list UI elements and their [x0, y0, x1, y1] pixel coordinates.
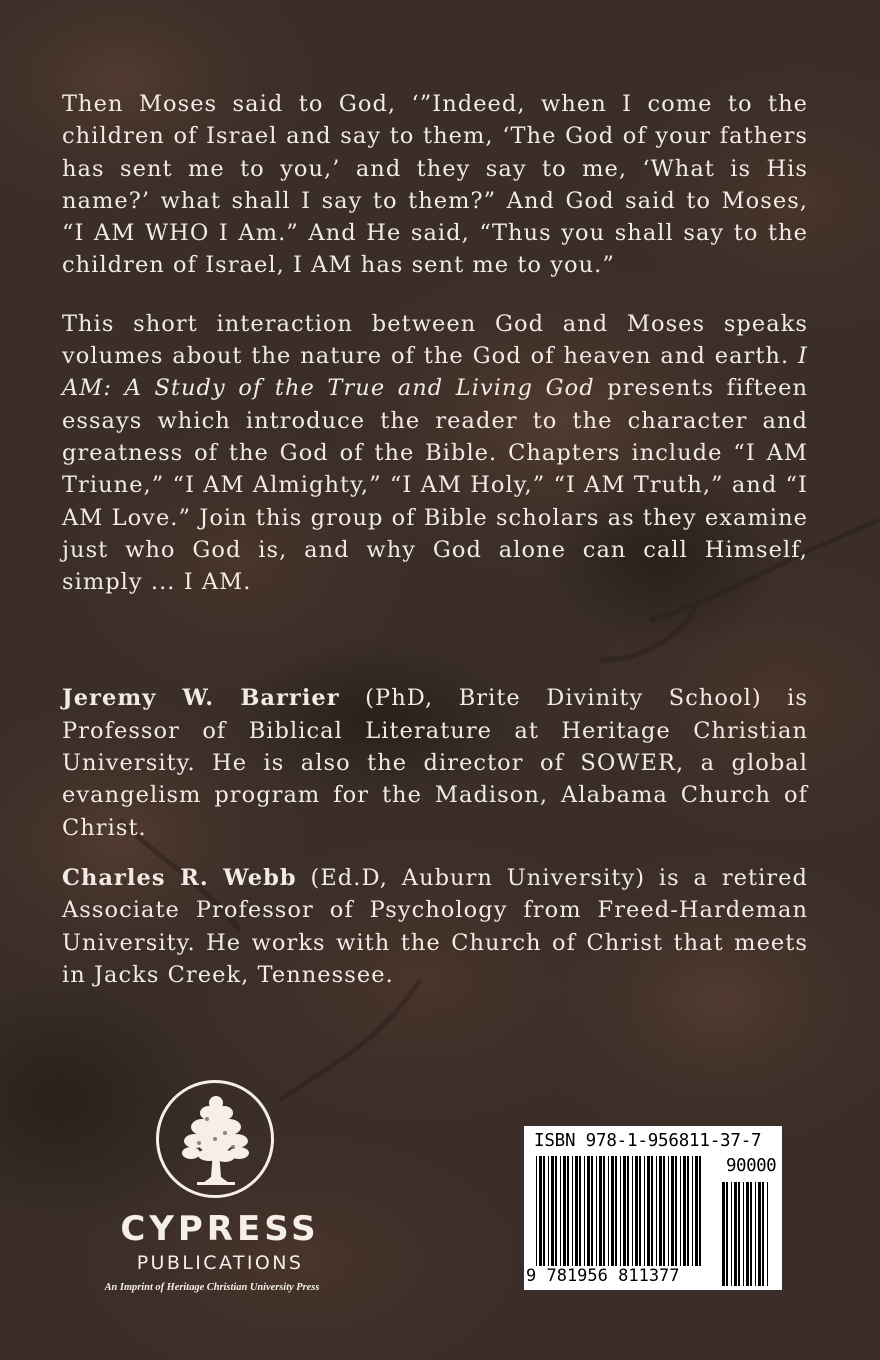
- barcode-bar: [567, 1156, 569, 1266]
- barcode-bar: [579, 1156, 581, 1266]
- barcode-bar: [750, 1182, 752, 1286]
- barcode-bar: [551, 1156, 554, 1266]
- barcode-bar: [734, 1182, 737, 1286]
- barcode-bar: [555, 1156, 557, 1266]
- barcode-bar: [722, 1182, 725, 1286]
- cypress-tree-icon: [169, 1089, 263, 1193]
- barcode-bar: [599, 1156, 602, 1266]
- barcode-bar: [596, 1156, 597, 1266]
- publisher-logo: [62, 1080, 362, 1310]
- barcode-bar: [627, 1156, 629, 1266]
- isbn-barcode: [524, 1126, 782, 1290]
- barcode-bar: [632, 1156, 633, 1266]
- description-rest: presents fifteen essays which introduce the reader to the character and greatness of the God of the Bible. Chapters include “I AM Triune,” “I AM Almighty,” “I AM Holy,” “I AM Truth,” and “I AM Love.” Join this group of Bible scholars as they examine just who God is, and why God alone can call Himself, simply ... I AM.: [62, 375, 808, 596]
- barcode-bar: [575, 1156, 578, 1266]
- price-code: 90000: [726, 1156, 777, 1176]
- isbn-label: ISBN 978-1-956811-37-7: [534, 1131, 762, 1151]
- barcode-bar: [572, 1156, 573, 1266]
- barcode-bar: [695, 1156, 698, 1266]
- barcode-bar: [620, 1156, 621, 1266]
- author-bio-text: (PhD, Brite Divinity School) is Professor of Biblical Literature at Heritage Christian University. He is also the director of SOWER, a global evangelism program for the Madison, Alabama Church of Christ.: [62, 685, 808, 841]
- barcode-bar: [687, 1156, 689, 1266]
- barcode-bar: [656, 1156, 657, 1266]
- barcode-bar: [603, 1156, 605, 1266]
- barcode-bar: [743, 1182, 744, 1286]
- barcode-bar: [639, 1156, 641, 1266]
- author-bio-text: (Ed.D, Auburn University) is a retired Associate Professor of Psychology from Freed-Hardeman University. He works with the Church of Christ that meets in Jacks Creek, Tennessee.: [62, 864, 808, 988]
- publisher-subtitle: PUBLICATIONS: [136, 1252, 304, 1274]
- author-name: Charles R. Webb: [62, 864, 297, 891]
- barcode-bar: [623, 1156, 626, 1266]
- barcode-bar: [692, 1156, 693, 1266]
- barcode-bar: [668, 1156, 669, 1266]
- barcode-bar: [699, 1156, 701, 1266]
- barcode-bar: [560, 1156, 561, 1266]
- barcode-bar: [755, 1182, 756, 1286]
- barcode-bar: [683, 1156, 686, 1266]
- scripture-quote: [62, 88, 808, 282]
- author-name: Jeremy W. Barrier: [62, 685, 340, 712]
- barcode-bar: [675, 1156, 677, 1266]
- barcode-bar: [680, 1156, 681, 1266]
- barcode-bar: [587, 1156, 590, 1266]
- barcode-bar: [543, 1156, 545, 1266]
- isbn-digits: 9 781956 811377: [526, 1266, 696, 1286]
- scripture-quote-text: Then Moses said to God, ‘”Indeed, when I come to the children of Israel and say to them, ‘The God of your fathers has sent me to you,’ and they say to me, ‘What is His name?’ what shall I say to them?” And God said to Moses, “I AM WHO I Am.” And He said, “Thus you shall say to the children of Israel, I AM has sent me to you.”: [62, 91, 808, 279]
- barcode-bar: [536, 1156, 537, 1266]
- barcode-bar: [563, 1156, 566, 1266]
- barcode-bar: [644, 1156, 645, 1266]
- barcode-bar: [758, 1182, 761, 1286]
- barcode-bar: [539, 1156, 542, 1266]
- author-bio: [62, 682, 808, 843]
- barcode-bar: [746, 1182, 749, 1286]
- barcode-bar: [548, 1156, 549, 1266]
- barcode-bar: [659, 1156, 662, 1266]
- barcode-bar: [651, 1156, 653, 1266]
- barcode-bar: [611, 1156, 614, 1266]
- barcode-bar: [762, 1182, 764, 1286]
- book-title: I AM: A Study of the True and Living God: [62, 343, 808, 402]
- publisher-name: CYPRESS: [120, 1209, 320, 1249]
- author-bio: [62, 862, 808, 991]
- barcode-bar: [615, 1156, 617, 1266]
- barcode-bar: [647, 1156, 650, 1266]
- barcode-bar: [726, 1182, 728, 1286]
- back-cover-text: [62, 88, 808, 991]
- barcode-bar: [608, 1156, 609, 1266]
- barcode-bar: [731, 1182, 732, 1286]
- barcode-bar: [635, 1156, 638, 1266]
- barcode-bar: [767, 1182, 768, 1286]
- book-description: [62, 308, 808, 599]
- barcode-bar: [591, 1156, 593, 1266]
- barcode-bar: [671, 1156, 674, 1266]
- barcode-bar: [663, 1156, 665, 1266]
- description-intro: This short interaction between God and Moses speaks volumes about the nature of the God of heaven and earth.: [62, 310, 808, 370]
- logo-circle: [156, 1080, 274, 1198]
- barcode-bar: [584, 1156, 585, 1266]
- publisher-imprint: An Imprint of Heritage Christian University Press: [104, 1282, 320, 1293]
- barcode-bar: [738, 1182, 740, 1286]
